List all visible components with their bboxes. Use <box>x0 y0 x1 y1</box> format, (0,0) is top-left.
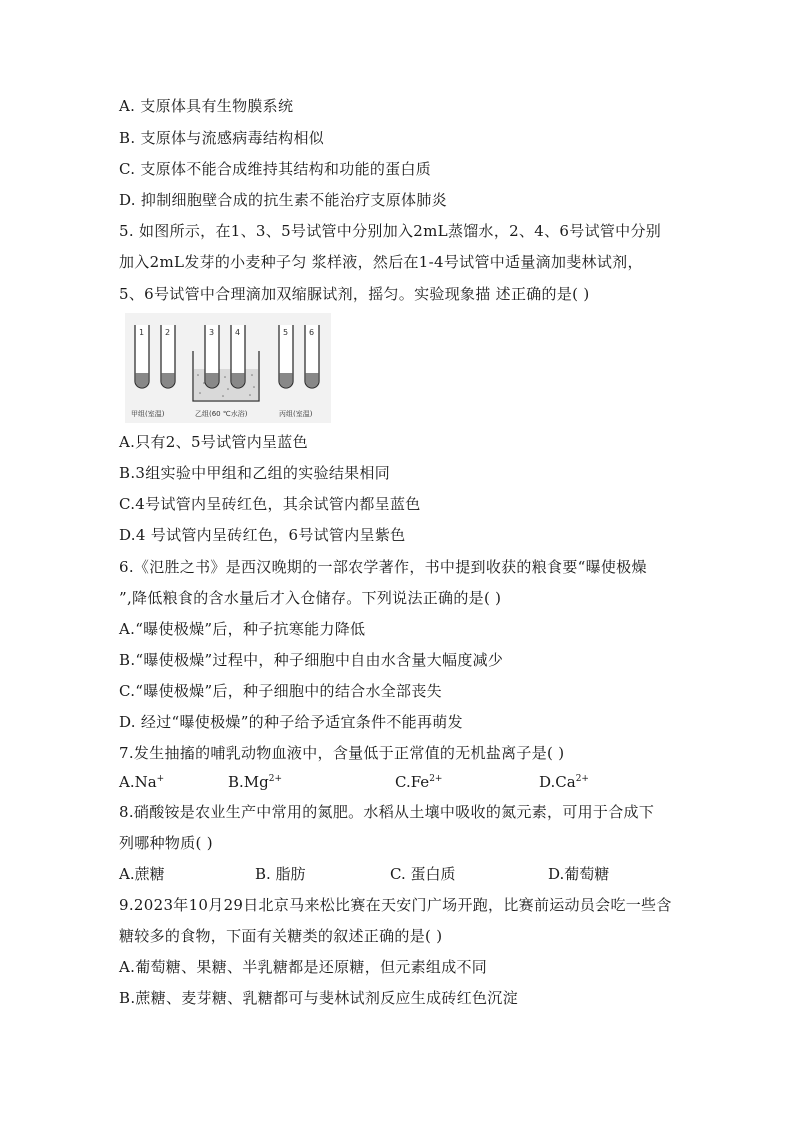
group-a-label: 甲组(室温) <box>131 410 165 418</box>
q7-option-a-charge: + <box>156 774 165 784</box>
q8-option-c: C. 蛋白质 <box>390 865 456 883</box>
q8-option-d: D.葡萄糖 <box>548 865 610 883</box>
tube-6-liquid <box>306 373 319 387</box>
q6-stem-line-2: ”,降低粮食的含水量后才入仓储存。下列说法正确的是( ) <box>119 589 502 607</box>
figure-background <box>125 313 331 423</box>
q4-option-b: B. 支原体与流感病毒结构相似 <box>119 129 325 147</box>
q7-option-a-text: A.Na <box>119 773 157 791</box>
water-bath-water <box>194 369 258 400</box>
q8-stem-line-2: 列哪种物质( ) <box>119 834 213 852</box>
test-tube-figure <box>125 313 331 423</box>
q7-option-b <box>228 772 282 792</box>
q5-option-b: B.3组实验中甲组和乙组的实验结果相同 <box>119 464 391 482</box>
q7-option-d <box>539 772 589 792</box>
q8-option-b: B. 脂肪 <box>255 865 306 883</box>
q7-option-c-text: C.Fe <box>395 773 430 791</box>
q7-option-a <box>119 772 164 792</box>
tube-5-liquid <box>280 373 293 387</box>
q8-options <box>119 864 719 886</box>
q7-option-d-charge: 2+ <box>575 774 589 784</box>
q9-stem-line-1: 9.2023年10月29日北京马来松比赛在天安门广场开跑，比赛前运动员会吃一些含 <box>119 896 672 914</box>
q6-option-c: C.“曝使极燥”后，种子细胞中的结合水全部丧失 <box>119 682 442 700</box>
q8-option-a: A.蔗糖 <box>119 865 165 883</box>
group-c-label: 丙组(室温) <box>279 410 313 418</box>
q9-option-b: B.蔗糖、麦芽糖、乳糖都可与斐林试剂反应生成砖红色沉淀 <box>119 989 518 1007</box>
q7-option-c-charge: 2+ <box>429 774 443 784</box>
tube-label-5: 5 <box>283 328 289 337</box>
q5-stem-line-1: 5. 如图所示，在1、3、5号试管中分别加入2mL蒸馏水，2、4、6号试管中分别 <box>119 222 662 240</box>
q5-option-c: C.4号试管内呈砖红色，其余试管内都呈蓝色 <box>119 495 421 513</box>
q5-stem-line-3: 5、6号试管中合理滴加双缩脲试剂，摇匀。实验现象描 述正确的是( ) <box>119 285 590 303</box>
tube-2-liquid <box>162 373 175 387</box>
tube-3-liquid <box>206 373 219 387</box>
tube-label-6: 6 <box>309 328 315 337</box>
q9-option-a: A.葡萄糖、果糖、半乳糖都是还原糖，但元素组成不同 <box>119 958 488 976</box>
q7-options <box>119 772 719 794</box>
tube-label-2: 2 <box>165 328 171 337</box>
q7-option-d-text: D.Ca <box>539 773 576 791</box>
q6-option-a: A.“曝使极燥”后，种子抗寒能力降低 <box>119 620 366 638</box>
q8-stem-line-1: 8.硝酸铵是农业生产中常用的氮肥。水稻从土壤中吸收的氮元素，可用于合成下 <box>119 803 655 821</box>
tube-4-liquid <box>232 373 245 387</box>
q6-stem-line-1: 6.《氾胜之书》是西汉晚期的一部农学著作，书中提到收获的粮食要“曝使极燥 <box>119 558 647 576</box>
q5-option-d: D.4 号试管内呈砖红色，6号试管内呈紫色 <box>119 526 406 544</box>
q6-option-b: B.“曝使极燥”过程中，种子细胞中自由水含量大幅度减少 <box>119 651 504 669</box>
tube-label-3: 3 <box>209 328 215 337</box>
q4-option-c: C. 支原体不能合成维持其结构和功能的蛋白质 <box>119 160 432 178</box>
group-b-label: 乙组(60 ℃水浴) <box>195 410 248 418</box>
q9-stem-line-2: 糖较多的食物，下面有关糖类的叙述正确的是( ) <box>119 927 443 945</box>
q7-option-c <box>395 772 442 792</box>
q4-option-d: D. 抑制细胞壁合成的抗生素不能治疗支原体肺炎 <box>119 191 447 209</box>
q7-stem: 7.发生抽搐的哺乳动物血液中，含量低于正常值的无机盐离子是( ) <box>119 744 565 762</box>
q6-option-d: D. 经过“曝使极燥”的种子给予适宜条件不能再萌发 <box>119 713 463 731</box>
q7-option-b-text: B.Mg <box>228 773 269 791</box>
q4-option-a: A. 支原体具有生物膜系统 <box>119 97 294 115</box>
tube-label-1: 1 <box>139 328 145 337</box>
q7-option-b-charge: 2+ <box>268 774 283 784</box>
tube-label-4: 4 <box>235 328 241 337</box>
q5-stem-line-2: 加入2mL发芽的小麦种子匀 浆样液，然后在1-4号试管中适量滴加斐林试剂， <box>119 253 643 271</box>
tube-1-liquid <box>136 373 149 387</box>
q5-option-a: A.只有2、5号试管内呈蓝色 <box>119 433 308 451</box>
